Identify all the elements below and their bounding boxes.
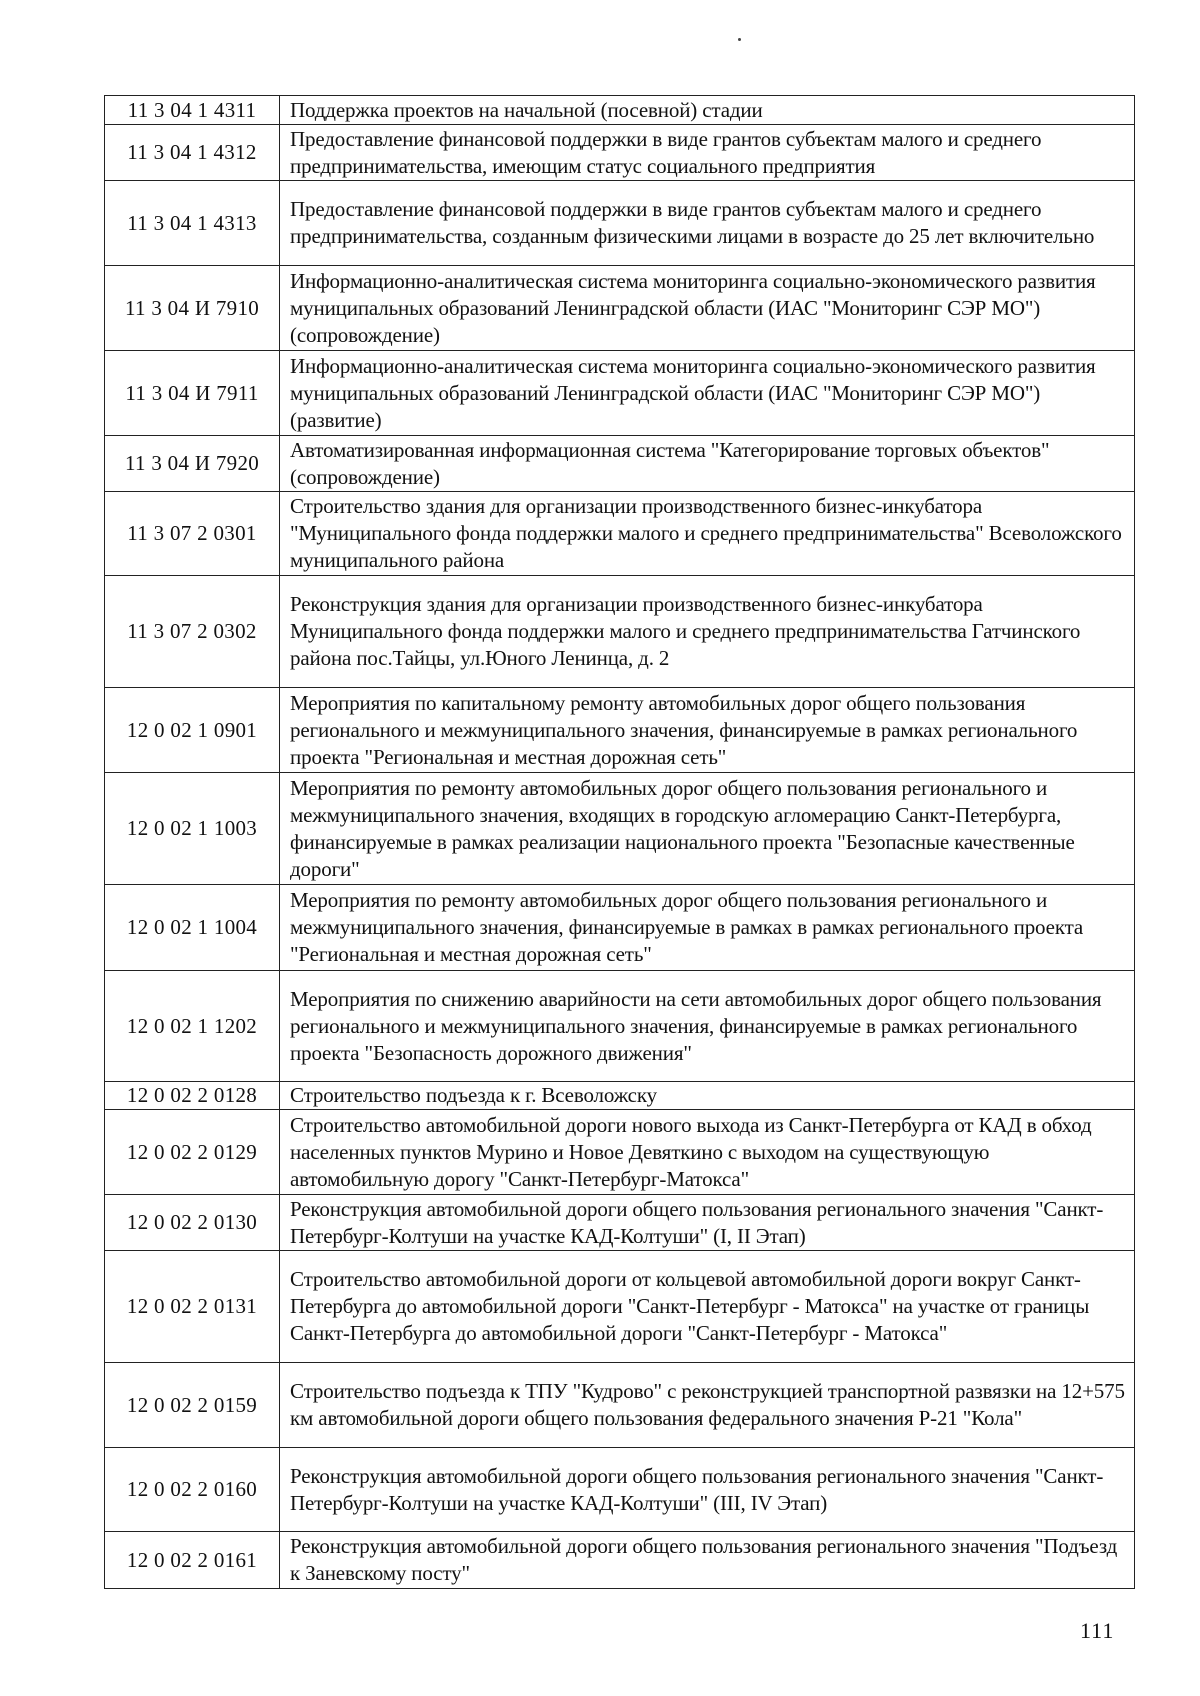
row-description: Мероприятия по снижению аварийности на сети автомобильных дорог общего пользования регионального и межмуниципального значения, финансируемые в рамках регионального проекта "Безопасность дорожного движения": [280, 971, 1135, 1082]
row-description: Строительство подъезда к ТПУ "Кудрово" с реконструкцией транспортной развязки на 12+575 км автомобильной дороги общего пользования федерального значения Р-21 "Кола": [280, 1363, 1135, 1448]
page-number: 111: [1080, 1618, 1115, 1643]
row-description: Мероприятия по ремонту автомобильных дорог общего пользования регионального и межмуниципального значения, финансируемые в рамках в рамках регионального проекта "Региональная и местная дорожная сеть": [280, 885, 1135, 971]
row-description: Строительство автомобильной дороги нового выхода из Санкт-Петербурга от КАД в обход населенных пунктов Мурино и Новое Девяткино с выходом на существующую автомобильную дорогу "Санкт-Петербург-Матокса": [280, 1110, 1135, 1195]
row-description: Реконструкция автомобильной дороги общего пользования регионального значения "Подъезд к Заневскому посту": [280, 1532, 1135, 1589]
table-row: [105, 1363, 1135, 1448]
row-code: 12 0 02 2 0129: [105, 1110, 280, 1195]
table-row: [105, 436, 1135, 492]
budget-codes-table: [104, 95, 1135, 1589]
row-description: Поддержка проектов на начальной (посевной) стадии: [280, 96, 1135, 125]
row-code: 12 0 02 1 1202: [105, 971, 280, 1082]
table-row: [105, 576, 1135, 688]
table-row: [105, 1448, 1135, 1532]
table-row: [105, 1532, 1135, 1589]
table-row: [105, 266, 1135, 351]
row-code: 11 3 04 И 7910: [105, 266, 280, 351]
row-description: Строительство автомобильной дороги от кольцевой автомобильной дороги вокруг Санкт-Петербурга до автомобильной дороги "Санкт-Петербург - Матокса" на участке от границы Санкт-Петербурга до автомобильной дороги "Санкт-Петербург - Матокса": [280, 1251, 1135, 1363]
row-code: 11 3 07 2 0302: [105, 576, 280, 688]
row-code: 12 0 02 1 0901: [105, 688, 280, 773]
row-description: Мероприятия по ремонту автомобильных дорог общего пользования регионального и межмуниципального значения, входящих в городскую агломерацию Санкт-Петербурга, финансируемые в рамках реализации национального проекта "Безопасные качественные дороги": [280, 773, 1135, 885]
table-row: [105, 181, 1135, 266]
table-row: [105, 351, 1135, 436]
row-code: 12 0 02 1 1004: [105, 885, 280, 971]
row-code: 11 3 07 2 0301: [105, 492, 280, 576]
row-description: Реконструкция автомобильной дороги общего пользования регионального значения "Санкт-Петербург-Колтуши на участке КАД-Колтуши" (III, IV Этап): [280, 1448, 1135, 1532]
table-row: [105, 773, 1135, 885]
table-row: [105, 1251, 1135, 1363]
table-row: [105, 885, 1135, 971]
row-code: 12 0 02 2 0131: [105, 1251, 280, 1363]
row-code: 12 0 02 1 1003: [105, 773, 280, 885]
row-description: Строительство подъезда к г. Всеволожску: [280, 1082, 1135, 1110]
row-code: 11 3 04 1 4312: [105, 125, 280, 181]
row-code: 12 0 02 2 0161: [105, 1532, 280, 1589]
table-row: [105, 1110, 1135, 1195]
table-body: [105, 96, 1135, 1589]
row-description: Автоматизированная информационная система "Категорирование торговых объектов" (сопровождение): [280, 436, 1135, 492]
row-code: 12 0 02 2 0160: [105, 1448, 280, 1532]
row-description: Мероприятия по капитальному ремонту автомобильных дорог общего пользования регионального и межмуниципального значения, финансируемые в рамках регионального проекта "Региональная и местная дорожная сеть": [280, 688, 1135, 773]
row-description: Информационно-аналитическая система мониторинга социально-экономического развития муниципальных образований Ленинградской области (ИАС "Мониторинг СЭР МО") (сопровождение): [280, 266, 1135, 351]
row-code: 12 0 02 2 0159: [105, 1363, 280, 1448]
row-code: 12 0 02 2 0128: [105, 1082, 280, 1110]
row-description: Предоставление финансовой поддержки в виде грантов субъектам малого и среднего предпринимательства, созданным физическими лицами в возрасте до 25 лет включительно: [280, 181, 1135, 266]
table-row: [105, 1195, 1135, 1251]
table-row: [105, 125, 1135, 181]
scan-speck: [738, 38, 741, 41]
table-row: [105, 971, 1135, 1082]
row-description: Реконструкция здания для организации производственного бизнес-инкубатора Муниципального фонда поддержки малого и среднего предпринимательства Гатчинского района пос.Тайцы, ул.Юного Ленинца, д. 2: [280, 576, 1135, 688]
table-row: [105, 96, 1135, 125]
row-code: 11 3 04 И 7920: [105, 436, 280, 492]
row-description: Реконструкция автомобильной дороги общего пользования регионального значения "Санкт-Петербург-Колтуши на участке КАД-Колтуши" (I, II Этап): [280, 1195, 1135, 1251]
row-code: 11 3 04 1 4311: [105, 96, 280, 125]
table-row: [105, 688, 1135, 773]
row-description: Предоставление финансовой поддержки в виде грантов субъектам малого и среднего предпринимательства, имеющим статус социального предприятия: [280, 125, 1135, 181]
row-code: 12 0 02 2 0130: [105, 1195, 280, 1251]
table-row: [105, 1082, 1135, 1110]
row-description: Информационно-аналитическая система мониторинга социально-экономического развития муниципальных образований Ленинградской области (ИАС "Мониторинг СЭР МО") (развитие): [280, 351, 1135, 436]
row-code: 11 3 04 1 4313: [105, 181, 280, 266]
row-code: 11 3 04 И 7911: [105, 351, 280, 436]
table-row: [105, 492, 1135, 576]
row-description: Строительство здания для организации производственного бизнес-инкубатора "Муниципального фонда поддержки малого и среднего предпринимательства" Всеволожского муниципального района: [280, 492, 1135, 576]
